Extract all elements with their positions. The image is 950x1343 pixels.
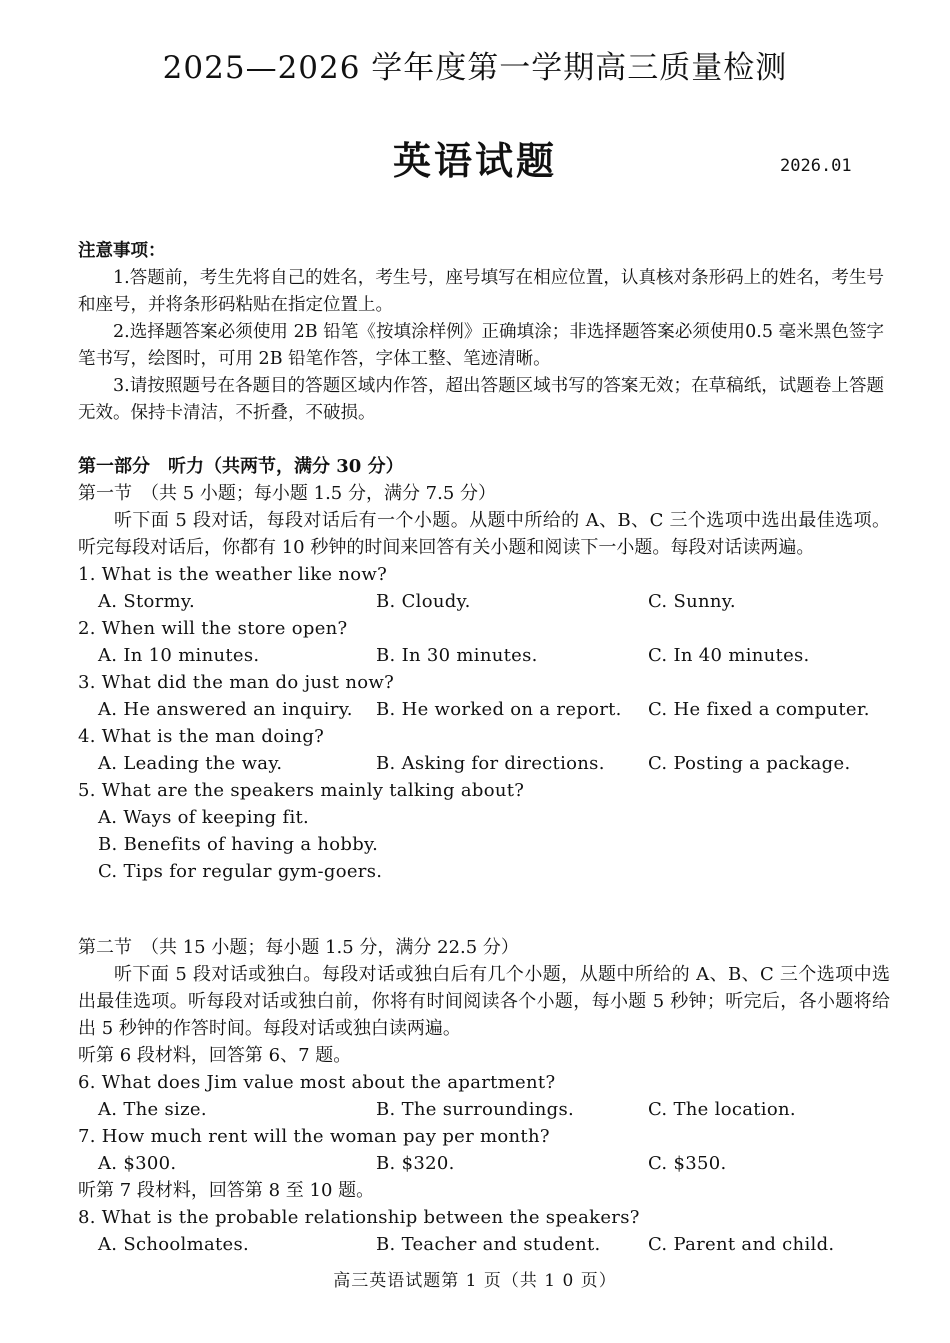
part-one-heading: 第一部分 听力（共两节，满分 30 分） bbox=[78, 456, 404, 477]
question-stem: 4. What is the man doing? bbox=[78, 726, 325, 747]
question-1 bbox=[78, 561, 890, 615]
option-b: B. Teacher and student. bbox=[376, 1234, 601, 1255]
option-a: A. The size. bbox=[98, 1099, 207, 1120]
material-7-label: 听第 7 段材料，回答第 8 至 10 题。 bbox=[78, 1180, 375, 1201]
question-8 bbox=[78, 1204, 890, 1258]
option-a: A. He answered an inquiry. bbox=[98, 699, 353, 720]
option-b: B. Benefits of having a hobby. bbox=[98, 834, 379, 855]
notes-item: 2.选择题答案必须使用 2B 铅笔《按填涂样例》正确填涂；非选择题答案必须使用0.5 毫米黑色签字笔书写，绘图时，可用 2B 铅笔作答，字体工整、笔迹清晰。 bbox=[78, 322, 884, 369]
notes-item: 1.答题前，考生先将自己的姓名，考生号，座号填写在相应位置，认真核对条形码上的姓名，考生号和座号，并将条形码粘贴在指定位置上。 bbox=[78, 268, 884, 315]
notes-item: 3.请按照题号在各题目的答题区域内作答，超出答题区域书写的答案无效；在草稿纸，试题卷上答题无效。保持卡清洁，不折叠，不破损。 bbox=[78, 376, 884, 423]
section-two-instructions: 听下面 5 段对话或独白。每段对话或独白后有几个小题，从题中所给的 A、B、C 三个选项中选出最佳选项。听每段对话或独白前，你将有时间阅读各个小题，每小题 5 秒钟；听完后，各小题将给出 5 秒钟的作答时间。每段对话或独白读两遍。 bbox=[78, 964, 890, 1039]
question-7 bbox=[78, 1123, 890, 1177]
exam-date: 2026.01 bbox=[780, 156, 852, 176]
option-c: C. The location. bbox=[648, 1099, 796, 1120]
question-stem: 3. What did the man do just now? bbox=[78, 672, 395, 693]
section-one bbox=[78, 480, 890, 885]
question-stem: 2. When will the store open? bbox=[78, 618, 348, 639]
question-stem: 1. What is the weather like now? bbox=[78, 564, 388, 585]
option-c: C. Tips for regular gym-goers. bbox=[98, 861, 383, 882]
section-one-instructions: 听下面 5 段对话，每段对话后有一个小题。从题中所给的 A、B、C 三个选项中选出最佳选项。听完每段对话后，你都有 10 秒钟的时间来回答有关小题和阅读下一小题。每段对话读两遍。 bbox=[78, 510, 890, 558]
exam-header-title: 2025—2026 学年度第一学期高三质量检测 bbox=[162, 50, 788, 86]
option-a: A. Leading the way. bbox=[98, 753, 283, 774]
section-two bbox=[78, 934, 890, 1258]
option-c: C. In 40 minutes. bbox=[648, 645, 810, 666]
notes-heading: 注意事项： bbox=[78, 241, 166, 261]
question-3 bbox=[78, 669, 890, 723]
page-footer: 高三英语试题第 1 页（共 1 0 页） bbox=[333, 1271, 617, 1291]
option-c: C. Posting a package. bbox=[648, 753, 851, 774]
option-c: C. He fixed a computer. bbox=[648, 699, 870, 720]
option-b: B. Asking for directions. bbox=[376, 753, 605, 774]
question-stem: 5. What are the speakers mainly talking about? bbox=[78, 780, 525, 801]
option-b: B. Cloudy. bbox=[376, 591, 471, 612]
option-c: C. Sunny. bbox=[648, 591, 736, 612]
question-5 bbox=[78, 777, 890, 885]
option-b: B. $320. bbox=[376, 1153, 455, 1174]
material-6-label: 听第 6 段材料，回答第 6、7 题。 bbox=[78, 1045, 352, 1066]
notes-block bbox=[78, 238, 884, 427]
question-2 bbox=[78, 615, 890, 669]
question-6 bbox=[78, 1069, 890, 1123]
option-a: A. $300. bbox=[98, 1153, 177, 1174]
subject-title: 英语试题 bbox=[392, 138, 557, 183]
option-a: A. Ways of keeping fit. bbox=[98, 807, 310, 828]
option-c: C. $350. bbox=[648, 1153, 727, 1174]
option-a: A. In 10 minutes. bbox=[98, 645, 260, 666]
option-b: B. The surroundings. bbox=[376, 1099, 575, 1120]
question-stem: 6. What does Jim value most about the apartment? bbox=[78, 1072, 556, 1093]
question-4 bbox=[78, 723, 890, 777]
option-a: A. Stormy. bbox=[98, 591, 196, 612]
option-b: B. In 30 minutes. bbox=[376, 645, 538, 666]
option-c: C. Parent and child. bbox=[648, 1234, 835, 1255]
question-stem: 8. What is the probable relationship between the speakers? bbox=[78, 1207, 640, 1228]
option-a: A. Schoolmates. bbox=[98, 1234, 250, 1255]
section-two-title: 第二节 （共 15 小题；每小题 1.5 分，满分 22.5 分） bbox=[78, 937, 519, 958]
option-b: B. He worked on a report. bbox=[376, 699, 622, 720]
section-one-title: 第一节 （共 5 小题；每小题 1.5 分，满分 7.5 分） bbox=[78, 483, 497, 504]
question-stem: 7. How much rent will the woman pay per month? bbox=[78, 1126, 550, 1147]
